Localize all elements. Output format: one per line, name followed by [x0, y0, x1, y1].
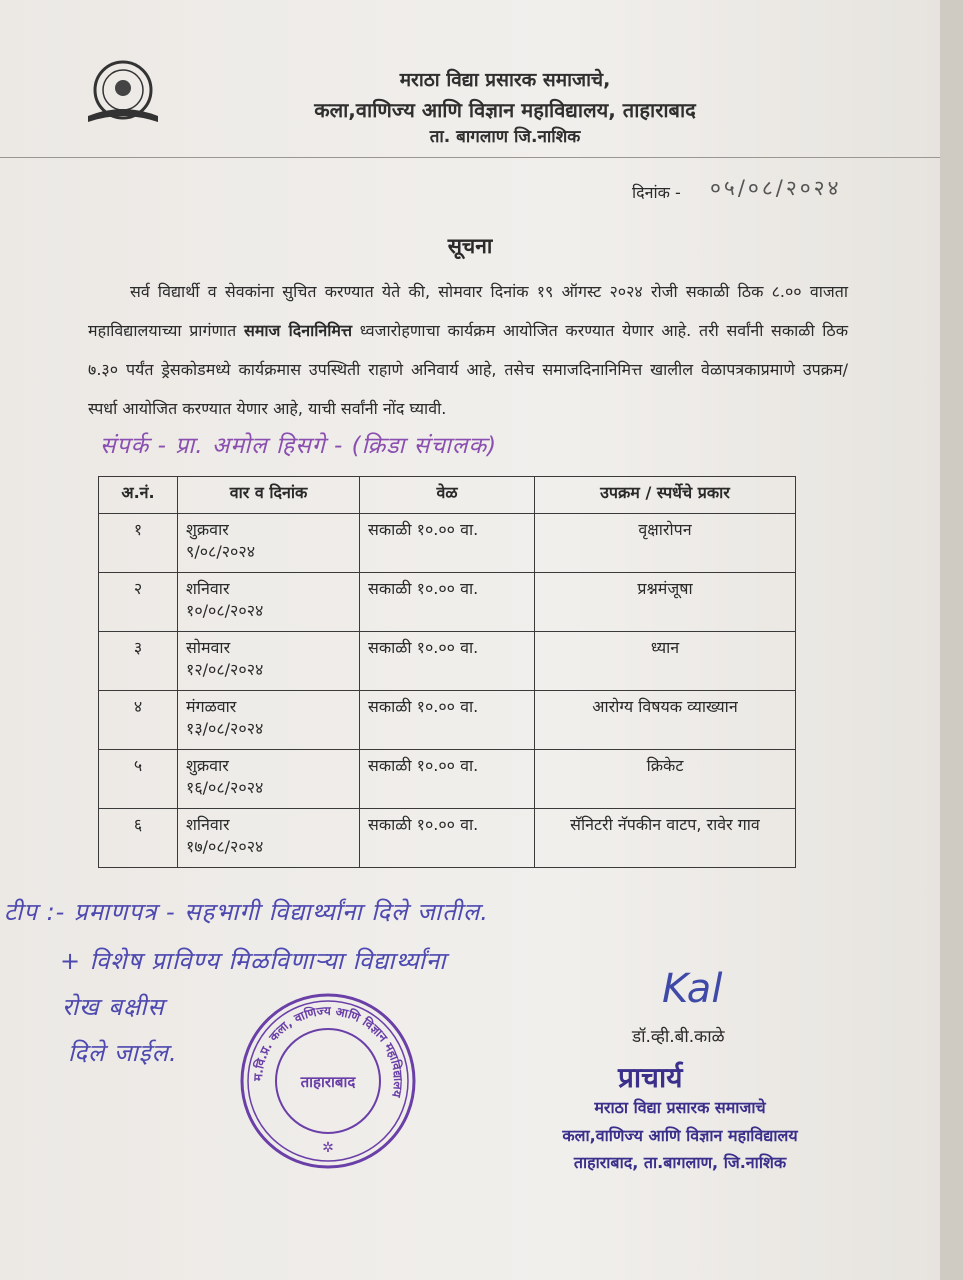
table-row — [99, 809, 796, 868]
row-day-date — [178, 691, 360, 750]
row-day-date — [178, 632, 360, 691]
row-day-date — [178, 573, 360, 632]
row-time: सकाळी १०.०० वा. — [360, 809, 535, 868]
table-row — [99, 632, 796, 691]
stamp-title: प्राचार्य — [618, 1061, 683, 1094]
contact-handwritten: संपर्क - प्रा. अमोल हिसगे - (क्रिडा संचालक) — [100, 433, 498, 459]
row-day-date — [178, 809, 360, 868]
notice-body — [88, 272, 848, 428]
table-row — [99, 573, 796, 632]
col-header-no: अ.नं. — [99, 477, 178, 514]
table-row — [99, 691, 796, 750]
row-day-date — [178, 514, 360, 573]
table-row — [99, 514, 796, 573]
date-value: ०५/०८/२०२४ — [710, 176, 842, 200]
row-activity: प्रश्नमंजूषा — [535, 573, 796, 632]
header-line3: ता. बागलाण जि.नाशिक — [429, 127, 581, 147]
row-day: शुक्रवार — [186, 520, 229, 539]
row-day: मंगळवार — [186, 697, 237, 716]
row-time: सकाळी १०.०० वा. — [360, 632, 535, 691]
college-emblem-icon — [80, 58, 166, 128]
row-time: सकाळी १०.०० वा. — [360, 573, 535, 632]
schedule-table — [98, 476, 796, 868]
col-header-day: वार व दिनांक — [178, 477, 360, 514]
seal-center-text: ताहाराबाद — [300, 1073, 356, 1091]
date-label: दिनांक - — [632, 183, 681, 202]
table-header-row — [99, 477, 796, 514]
row-activity: क्रिकेट — [535, 750, 796, 809]
row-time: सकाळी १०.०० वा. — [360, 514, 535, 573]
note-line2: + विशेष प्राविण्य मिळविणाऱ्या विद्यार्थ्यांना — [60, 947, 447, 975]
row-date: ९/०८/२०२४ — [186, 542, 256, 561]
principal-signature: Kal — [662, 966, 723, 1012]
seal-ring-text: म.वि.प्र. कला, वाणिज्य आणि विज्ञान महाविद्यालय — [250, 1003, 406, 1099]
seal-star-icon: ✲ — [322, 1140, 334, 1156]
row-date: १६/०८/२०२४ — [186, 778, 264, 797]
header-line1: मराठा विद्या प्रसारक समाजाचे, — [399, 69, 611, 91]
row-date: १२/०८/२०२४ — [186, 660, 264, 679]
row-no: ४ — [99, 691, 178, 750]
body-bold: समाज दिनानिमित्त — [244, 321, 353, 340]
header-line2: कला,वाणिज्य आणि विज्ञान महाविद्यालय, ताहाराबाद — [314, 98, 696, 122]
row-day: शनिवार — [186, 579, 230, 598]
row-activity: ध्यान — [535, 632, 796, 691]
row-activity: सॅनिटरी नॅपकीन वाटप, रावेर गाव — [535, 809, 796, 868]
notice-title: सूचना — [447, 234, 493, 258]
note-line3: रोख बक्षीस — [62, 993, 165, 1021]
stamp-line2: कला,वाणिज्य आणि विज्ञान महाविद्यालय — [562, 1126, 798, 1145]
page-edge — [940, 0, 963, 1280]
body-text: सर्व विद्यार्थी व सेवकांना सुचित करण्यात येते की, सोमवार दिनांक १९ ऑगस्ट २०२४ रोजी सकाळी ठिक ८.०० वाजता महाविद्यालयाच्या प्रागंणात — [88, 282, 848, 340]
row-date: १७/०८/२०२४ — [186, 837, 264, 856]
principal-name: डॉ.व्ही.बी.काळे — [632, 1027, 725, 1047]
row-day: शनिवार — [186, 815, 230, 834]
row-day: सोमवार — [186, 638, 231, 657]
row-no: १ — [99, 514, 178, 573]
row-no: ३ — [99, 632, 178, 691]
college-seal — [238, 992, 418, 1170]
table-row — [99, 750, 796, 809]
stamp-line1: मराठा विद्या प्रसारक समाजाचे — [594, 1098, 766, 1117]
row-date: १०/०८/२०२४ — [186, 601, 264, 620]
row-activity: आरोग्य विषयक व्याख्यान — [535, 691, 796, 750]
col-header-activity: उपक्रम / स्पर्धेचे प्रकार — [535, 477, 796, 514]
row-no: २ — [99, 573, 178, 632]
row-day-date — [178, 750, 360, 809]
row-time: सकाळी १०.०० वा. — [360, 750, 535, 809]
row-activity: वृक्षारोपन — [535, 514, 796, 573]
header-divider — [0, 157, 940, 158]
body-text2: ध्वजारोहणाचा कार्यक्रम आयोजित करण्यात येणार आहे. तरी सर्वांनी सकाळी ठिक ७.३० पर्यंत ड्रेसकोडमध्ये कार्यक्रमास उपस्थिती राहाणे अनिवार्य आहे, तसेच समाजदिनानिमित्त खालील वेळापत्रकाप्रमाणे उपक्रम/ स्पर्धा आयोजित करण्यात येणार आहे, याची सर्वांनी नोंद घ्यावी. — [88, 321, 849, 418]
stamp-line3: ताहाराबाद, ता.बागलाण, जि.नाशिक — [573, 1153, 787, 1172]
row-no: ६ — [99, 809, 178, 868]
note-line1: टीप :- प्रमाणपत्र - सहभागी विद्यार्थ्यांना दिले जातील. — [4, 898, 489, 926]
row-time: सकाळी १०.०० वा. — [360, 691, 535, 750]
row-no: ५ — [99, 750, 178, 809]
note-line4: दिले जाईल. — [68, 1039, 178, 1067]
row-day: शुक्रवार — [186, 756, 229, 775]
col-header-time: वेळ — [360, 477, 535, 514]
row-date: १३/०८/२०२४ — [186, 719, 264, 738]
